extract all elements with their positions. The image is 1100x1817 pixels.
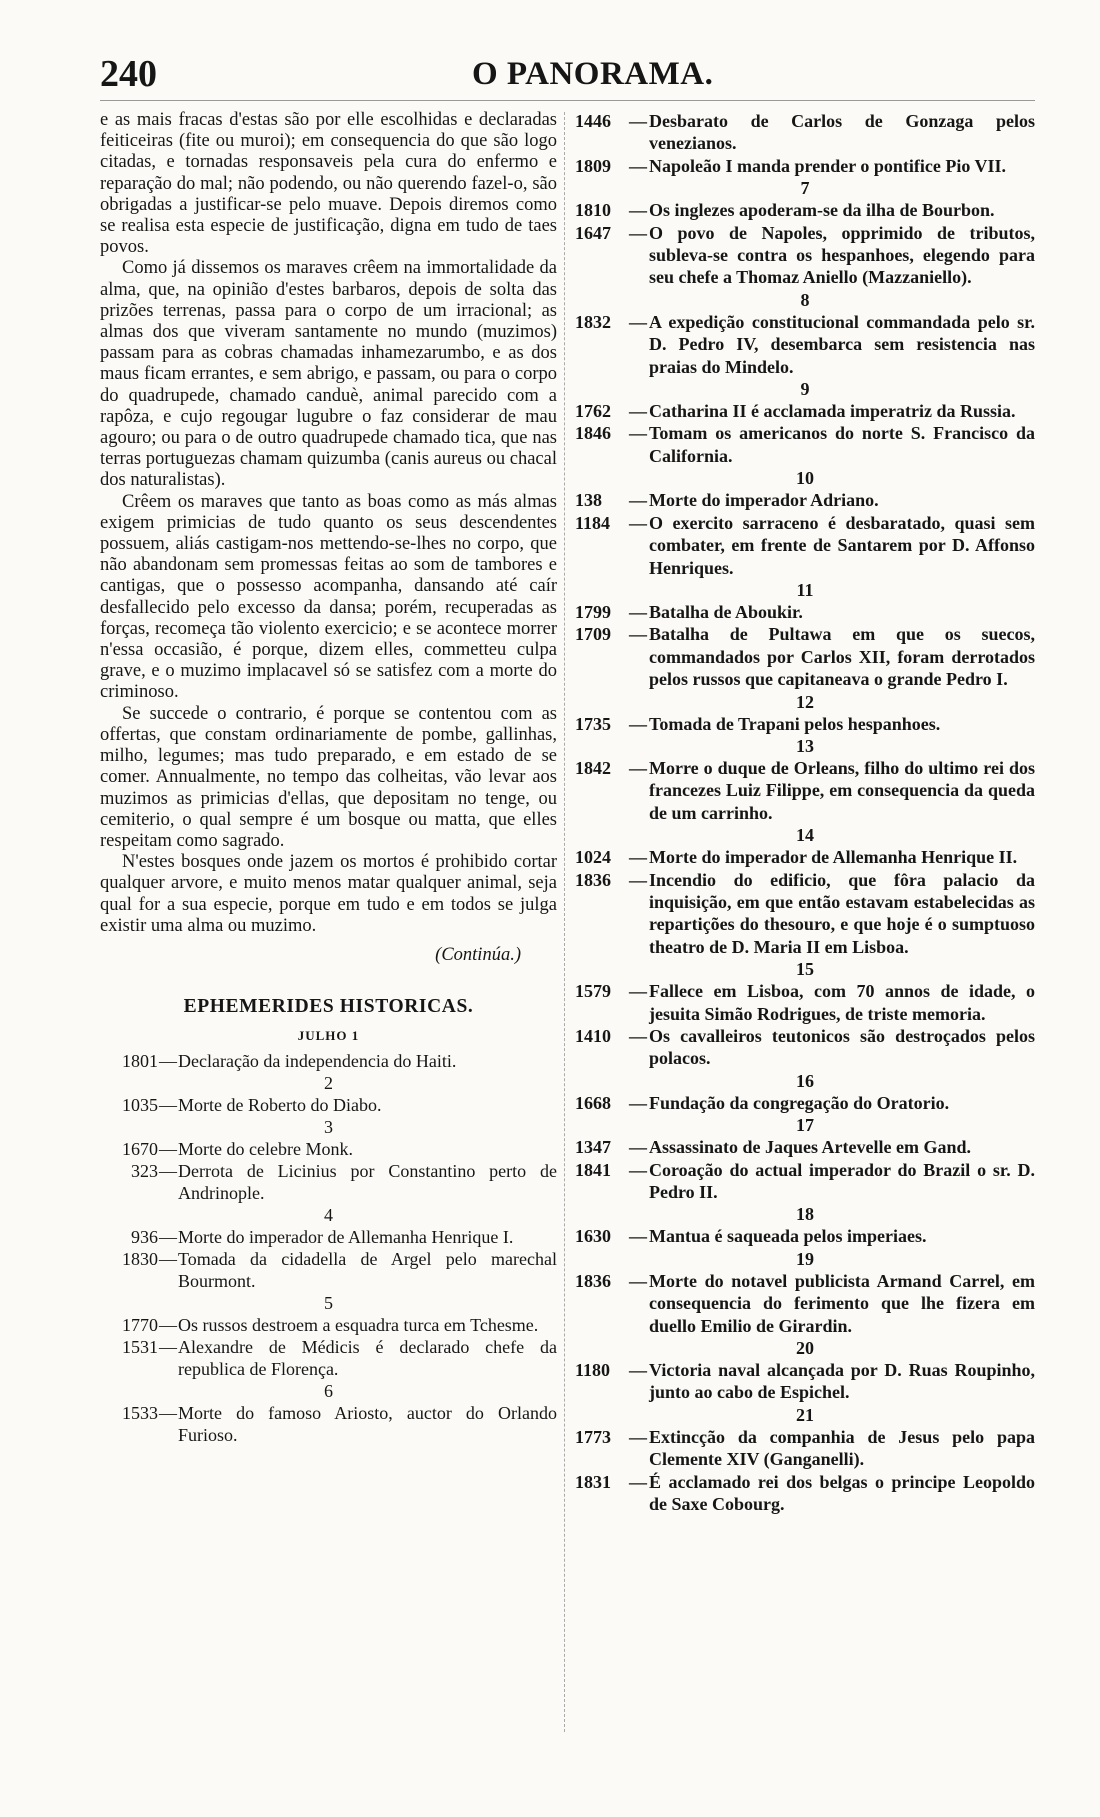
entry-text: Os russos destroem a esquadra turca em Tchesme. xyxy=(178,1314,539,1335)
ephemeris-entry xyxy=(575,1025,1035,1070)
entry-dash: — xyxy=(629,1092,647,1113)
left-column xyxy=(100,110,557,1446)
day-number: 15 xyxy=(796,959,814,980)
header-rule xyxy=(100,100,1035,101)
entry-dash: — xyxy=(629,423,647,444)
entry-year: 1180 xyxy=(575,1360,611,1381)
day-number: 13 xyxy=(796,735,814,756)
day-number: 7 xyxy=(800,178,810,199)
ephemeris-entry xyxy=(575,199,1035,221)
article-paragraph: e as mais fracas d'estas são por elle escolhidas e declaradas feiticeiras (fite ou muroi); em consequencia do que são logo citadas, e tornadas responsaveis pela cura do enfermo e reparação do mal; não podendo, ou não querendo fazel-o, são obrigadas a justificar-se pelo muave. Depois diremos como se realisa esta especie de justificação, digna em tudo de taes povos. xyxy=(100,110,557,258)
day-number: 3 xyxy=(324,1116,333,1137)
day-number: 8 xyxy=(800,289,810,310)
entry-text: Tomada da cidadella de Argel pelo marechal Bourmont. xyxy=(178,1248,557,1291)
entry-year: 1035 xyxy=(122,1094,158,1115)
entry-text: Derrota de Licinius por Constantino perto de Andrinople. xyxy=(178,1160,557,1203)
entry-year: 1801 xyxy=(122,1050,158,1071)
entry-text: Morte do imperador Adriano. xyxy=(649,490,879,511)
ephemeris-entry xyxy=(575,1359,1035,1404)
entry-dash: — xyxy=(629,490,647,511)
entry-year: 1670 xyxy=(122,1138,158,1159)
entry-text: Napoleão I manda prender o pontifice Pio VII. xyxy=(649,155,1007,176)
ephemeris-entry xyxy=(575,512,1035,579)
right-column xyxy=(575,110,1035,1516)
page-header xyxy=(0,52,1100,102)
day-number: 12 xyxy=(796,691,814,712)
ephemeris-entry xyxy=(575,489,1035,511)
entry-text: Os inglezes apoderam-se da ilha de Bourbon. xyxy=(649,200,995,221)
entry-year: 1836 xyxy=(575,869,611,890)
ephemeris-entry xyxy=(575,757,1035,824)
ephemeris-entry xyxy=(575,713,1035,735)
entry-text: Desbarato de Carlos de Gonzaga pelos venezianos. xyxy=(649,111,1035,154)
ephemerides-list-right xyxy=(575,110,1035,1516)
ephemeris-entry xyxy=(100,1160,557,1204)
day-number: 16 xyxy=(796,1070,814,1091)
ephemeris-entry xyxy=(100,1402,557,1446)
entry-text: Tomam os americanos do norte S. Francisco da California. xyxy=(649,423,1035,466)
entry-text: Declaração da independencia do Haiti. xyxy=(178,1050,457,1071)
ephemeris-entry xyxy=(575,601,1035,623)
entry-dash: — xyxy=(629,512,647,533)
ephemeris-entry xyxy=(575,422,1035,467)
ephemeris-entry xyxy=(575,110,1035,155)
journal-title: O PANORAMA. xyxy=(472,56,714,92)
entry-year: 1709 xyxy=(575,624,611,645)
entry-dash: — xyxy=(159,1160,177,1181)
entry-text: Morte do celebre Monk. xyxy=(178,1138,353,1159)
entry-dash: — xyxy=(159,1226,177,1247)
ephemeris-entry xyxy=(575,1225,1035,1247)
ephemeris-entry xyxy=(575,869,1035,959)
day-number: 19 xyxy=(796,1248,814,1269)
entry-text: Morte do famoso Ariosto, auctor do Orlando Furioso. xyxy=(178,1402,557,1445)
entry-dash: — xyxy=(629,401,647,422)
entry-dash: — xyxy=(629,155,647,176)
entry-dash: — xyxy=(629,847,647,868)
entry-year: 1810 xyxy=(575,200,611,221)
entry-year: 1410 xyxy=(575,1026,611,1046)
entry-year: 1832 xyxy=(575,311,611,332)
entry-text: Assassinato de Jaques Artevelle em Gand. xyxy=(649,1137,972,1158)
entry-dash: — xyxy=(629,1226,647,1247)
entry-dash: — xyxy=(629,200,647,221)
entry-text: A expedição constitucional commandada pelo sr. D. Pedro IV, desembarca sem resistencia nas praias do Mindelo. xyxy=(649,311,1035,377)
entry-year: 1762 xyxy=(575,401,611,422)
entry-year: 1184 xyxy=(575,512,611,533)
day-number: 21 xyxy=(796,1404,814,1425)
article-paragraph: Crêem os maraves que tanto as boas como as más almas exigem primicias de tudo quanto os seus descendentes possuem, aliás castigam-nos mettendo-se-lhes no corpo, que não abandonam sem promessas feitas ao som de tambores e cantigas, que o possesso acompanha, dansando até caír desfallecido pelo excesso da dansa; porém, recuperadas as forças, recomeça tão violento exercicio; e se acontece morrer n'essa occasião, é porque, dizem elles, commetteu culpa grave, e o muzimo implacavel só se satisfez com a morte do criminoso. xyxy=(100,491,557,703)
entry-dash: — xyxy=(629,1426,647,1447)
entry-dash: — xyxy=(159,1138,177,1159)
entry-dash: — xyxy=(629,1026,647,1046)
entry-year: 1647 xyxy=(575,222,611,243)
entry-year: 1347 xyxy=(575,1137,611,1158)
ephemerides-title: EPHEMERIDES HISTORICAS. xyxy=(183,995,474,1017)
day-number: 6 xyxy=(324,1380,333,1401)
ephemerides-list-left xyxy=(100,1050,557,1446)
ephemeris-entry xyxy=(575,222,1035,289)
entry-year: 936 xyxy=(131,1226,158,1247)
ephemeris-entry xyxy=(575,1159,1035,1204)
entry-dash: — xyxy=(629,1137,647,1158)
entry-year: 1809 xyxy=(575,155,611,176)
ephemeris-entry xyxy=(100,1138,557,1160)
entry-text: O exercito sarraceno é desbaratado, quasi sem combater, em frente de Santarem por D. Affonso Henriques. xyxy=(649,512,1035,578)
entry-text: Morre o duque de Orleans, filho do ultimo rei dos francezes Luiz Filippe, em consequencia da queda de um carrinho. xyxy=(649,757,1035,823)
entry-dash: — xyxy=(629,713,647,734)
ephemeris-entry xyxy=(575,1426,1035,1471)
entry-dash: — xyxy=(159,1336,177,1357)
entry-dash: — xyxy=(629,311,647,332)
month-label: JULHO 1 xyxy=(297,1027,360,1043)
ephemeris-entry xyxy=(575,311,1035,378)
article-paragraph: Se succede o contrario, é porque se contentou com as offertas, que constam ordinariamente de pombe, gallinhas, milho, legumes; mas tudo preparado, e em estado de se comer. Annualmente, no tempo das colheitas, vão levar aos muzimos as primicias d'ellas, que depositam no tenge, ou cemiterio, o qual sempre é um bosque ou matta, que elles respeitam como sagrado. xyxy=(100,703,557,851)
entry-year: 1836 xyxy=(575,1270,611,1291)
entry-year: 1841 xyxy=(575,1159,611,1180)
entry-text: Tomada de Trapani pelos hespanhoes. xyxy=(649,713,941,734)
page-number: 240 xyxy=(100,53,157,95)
day-number: 17 xyxy=(796,1115,814,1136)
entry-text: Mantua é saqueada pelos imperiaes. xyxy=(649,1226,927,1247)
entry-text: Extincção da companhia de Jesus pelo papa Clemente XIV (Ganganelli). xyxy=(649,1426,1035,1470)
entry-dash: — xyxy=(159,1314,177,1335)
entry-dash: — xyxy=(629,624,647,645)
entry-dash: — xyxy=(629,869,647,890)
entry-dash: — xyxy=(159,1248,177,1269)
ephemeris-entry xyxy=(100,1314,557,1336)
entry-dash: — xyxy=(629,1270,647,1291)
entry-text: Batalha de Pultawa em que os suecos, commandados por Carlos XII, foram derrotados pelos russos que capitaneava o grande Pedro I. xyxy=(649,624,1035,690)
ephemeris-entry xyxy=(575,1136,1035,1158)
ephemeris-entry xyxy=(575,846,1035,868)
entry-year: 1846 xyxy=(575,423,611,444)
day-number: 2 xyxy=(324,1072,333,1093)
entry-year: 138 xyxy=(575,490,602,511)
ephemeris-entry xyxy=(100,1336,557,1380)
entry-text: Morte do imperador de Allemanha Henrique I. xyxy=(178,1226,514,1247)
entry-dash: — xyxy=(629,981,647,1002)
entry-text: Incendio do edificio, que fôra palacio da inquisição, em que então estavam estabelecidas as repartições do thesouro, e que hoje é o sumptuoso theatro de D. Maria II em Lisboa. xyxy=(649,869,1035,957)
entry-year: 1770 xyxy=(122,1314,158,1335)
entry-text: O povo de Napoles, opprimido de tributos, subleva-se contra os hespanhoes, elegendo para seu chefe a Thomaz Aniello (Mazzaniello). xyxy=(649,222,1035,288)
entry-text: Coroação do actual imperador do Brazil o sr. D. Pedro II. xyxy=(649,1159,1035,1203)
ephemeris-entry xyxy=(100,1226,557,1248)
entry-dash: — xyxy=(159,1050,177,1071)
entry-text: Victoria naval alcançada por D. Ruas Roupinho, junto ao cabo de Espichel. xyxy=(649,1360,1035,1403)
day-number: 20 xyxy=(796,1338,814,1359)
article-paragraph: Como já dissemos os maraves crêem na immortalidade da alma, que, na opinião d'estes barbaros, depois de solta das prizões terrenas, passa para o corpo de um irracional; as almas dos que viveram santamente no mundo (muzimos) passam para as cobras chamadas inhamezarumbo, e as dos maus ficam errantes, e sem abrigo, e passam, ou para o corpo do quadrupede, chamado canduè, animal parecido com a rapôza, e cujo regougar lugubre o faz considerar de mau agouro; ou para o de outro quadrupede chamado tica, que nas terras portuguezas chamam quizumba (canis aureus ou chacal dos naturalistas). xyxy=(100,258,557,491)
entry-dash: — xyxy=(629,222,647,243)
entry-dash: — xyxy=(159,1094,177,1115)
ephemeris-entry xyxy=(100,1050,557,1072)
ephemeris-entry xyxy=(575,155,1035,177)
entry-text: Morte do notavel publicista Armand Carrel, em consequencia do ferimento que lhe fizera em duello Emilio de Girardin. xyxy=(649,1270,1035,1336)
entry-text: Fallece em Lisboa, com 70 annos de idade, o jesuita Simão Rodrigues, de triste memoria. xyxy=(649,981,1035,1024)
entry-year: 1579 xyxy=(575,981,611,1002)
entry-year: 1842 xyxy=(575,757,611,778)
ephemeris-entry xyxy=(575,1471,1035,1516)
day-number: 5 xyxy=(324,1292,333,1313)
day-number: 4 xyxy=(324,1204,333,1225)
ephemeris-entry xyxy=(575,400,1035,422)
ephemeris-entry xyxy=(100,1248,557,1292)
entry-text: Fundação da congregação do Oratorio. xyxy=(649,1092,950,1113)
column-divider xyxy=(564,112,565,1732)
ephemeris-entry xyxy=(575,1092,1035,1114)
entry-year: 323 xyxy=(131,1160,158,1181)
ephemeris-entry xyxy=(575,623,1035,690)
entry-dash: — xyxy=(629,757,647,778)
entry-dash: — xyxy=(629,601,647,622)
article-paragraph: N'estes bosques onde jazem os mortos é prohibido cortar qualquer arvore, e muito menos matar qualquer animal, seja qual for a sua especie, porque em tudo e em todos se julga existir uma alma ou muzimo. xyxy=(100,852,557,936)
ephemeris-entry xyxy=(100,1094,557,1116)
entry-dash: — xyxy=(159,1402,177,1423)
entry-year: 1024 xyxy=(575,847,611,868)
entry-year: 1533 xyxy=(122,1402,158,1423)
entry-year: 1630 xyxy=(575,1226,611,1247)
entry-year: 1773 xyxy=(575,1426,611,1447)
entry-text: Morte do imperador de Allemanha Henrique II. xyxy=(649,847,1018,868)
entry-year: 1735 xyxy=(575,713,611,734)
entry-text: Morte de Roberto do Diabo. xyxy=(178,1094,382,1115)
ephemeris-entry xyxy=(575,980,1035,1025)
entry-year: 1446 xyxy=(575,111,611,131)
entry-text: Alexandre de Médicis é declarado chefe da republica de Florença. xyxy=(178,1336,557,1379)
entry-text: Batalha de Aboukir. xyxy=(649,601,803,622)
entry-dash: — xyxy=(629,1471,647,1492)
day-number: 18 xyxy=(796,1204,814,1225)
entry-text: Catharina II é acclamada imperatriz da Russia. xyxy=(649,401,1016,422)
entry-text: É acclamado rei dos belgas o principe Leopoldo de Saxe Cobourg. xyxy=(649,1471,1035,1515)
entry-year: 1799 xyxy=(575,601,611,622)
day-number: 11 xyxy=(796,579,814,600)
entry-year: 1668 xyxy=(575,1092,611,1113)
ephemeris-entry xyxy=(575,1270,1035,1337)
day-number: 14 xyxy=(796,825,814,846)
day-number: 10 xyxy=(796,468,814,489)
entry-year: 1831 xyxy=(575,1471,611,1492)
continua-note: (Continúa.) xyxy=(435,944,521,965)
ephemerides-left xyxy=(100,996,557,1446)
day-number: 9 xyxy=(800,379,810,400)
entry-dash: — xyxy=(629,1360,647,1381)
entry-text: Os cavalleiros teutonicos são destroçados pelos polacos. xyxy=(649,1026,1035,1069)
entry-dash: — xyxy=(629,111,647,131)
entry-dash: — xyxy=(629,1159,647,1180)
entry-year: 1531 xyxy=(122,1336,158,1357)
entry-year: 1830 xyxy=(122,1248,158,1269)
article-body xyxy=(100,110,557,966)
